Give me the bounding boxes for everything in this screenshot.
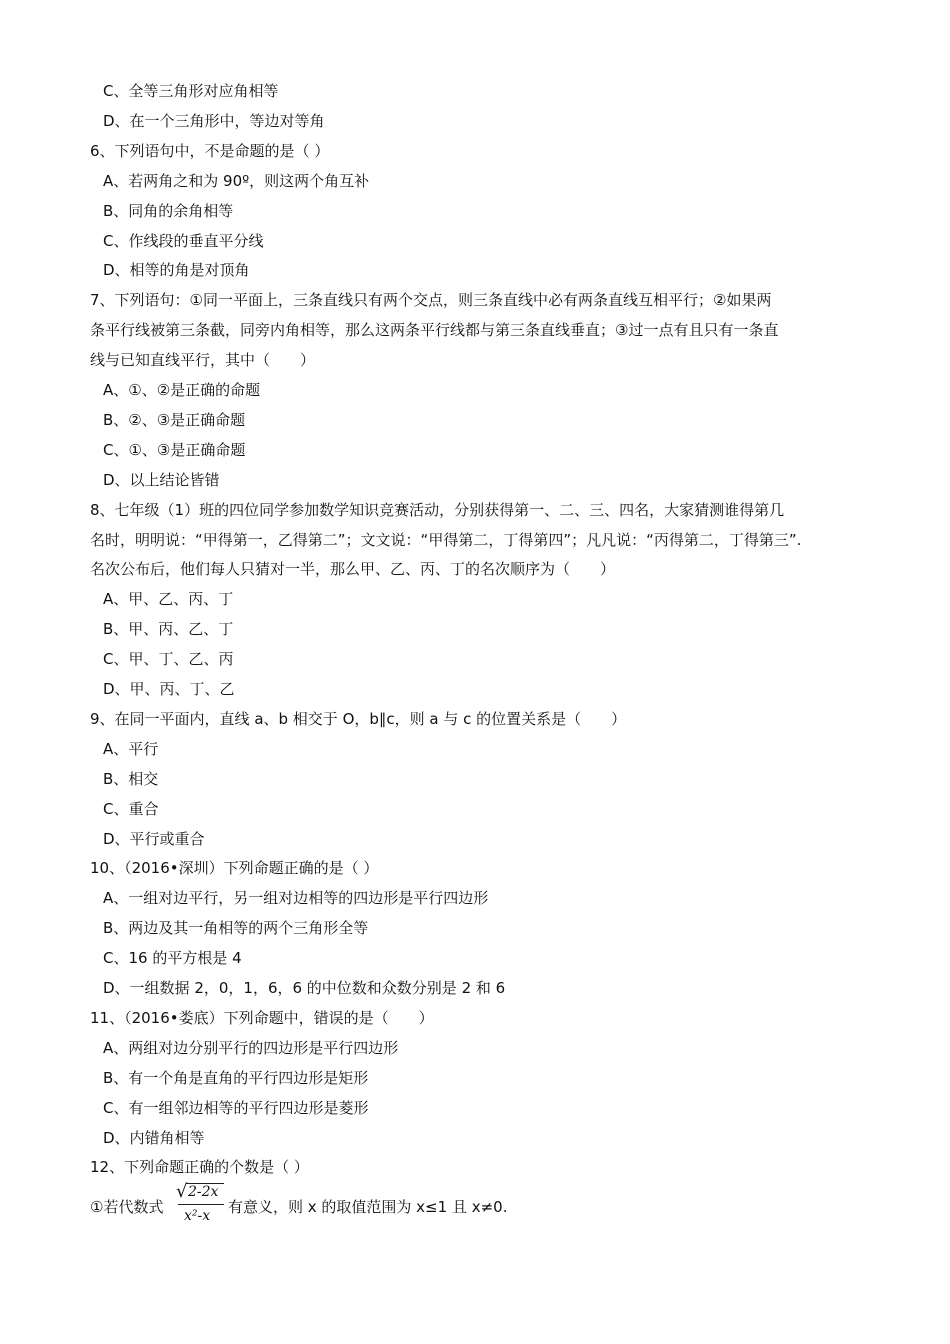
answer-option: A、两组对边分别平行的四边形是平行四边形 [103,1039,399,1057]
answer-option: D、以上结论皆错 [103,471,220,489]
answer-option: A、若两角之和为 90º，则这两个角互补 [103,172,370,190]
answer-option: D、在一个三角形中，等边对等角 [103,112,325,130]
answer-option: D、内错角相等 [103,1129,205,1147]
answer-option: B、有一个角是直角的平行四边形是矩形 [103,1069,369,1087]
question-text: 7、下列语句：①同一平面上，三条直线只有两个交点，则三条直线中必有两条直线互相平行；②如果两 [90,291,772,309]
answer-option: C、16 的平方根是 4 [103,949,242,967]
question-text: 10、（2016•深圳）下列命题正确的是（ ） [90,859,379,877]
last-line-prefix: ①若代数式 [90,1198,164,1216]
fraction-expression [176,1180,224,1228]
answer-option: C、甲、丁、乙、丙 [103,650,234,668]
question-text-continued: 名时，明明说：“甲得第一，乙得第二”；文文说：“甲得第二，丁得第四”；凡凡说：“丙得第二，丁得第三”. [90,531,802,549]
question-text-continued: 名次公布后，他们每人只猜对一半，那么甲、乙、丙、丁的名次顺序为（ ） [90,560,616,578]
answer-option: A、平行 [103,740,159,758]
question-text-continued: 线与已知直线平行，其中（ ） [90,351,316,369]
fraction-bar [178,1204,224,1205]
last-line-suffix: 有意义，则 x 的取值范围为 x≤1 且 x≠0. [228,1198,508,1216]
answer-option: A、一组对边平行，另一组对边相等的四边形是平行四边形 [103,889,489,907]
answer-option: C、重合 [103,800,159,818]
answer-option: D、平行或重合 [103,830,205,848]
answer-option: B、②、③是正确命题 [103,411,246,429]
answer-option: A、甲、乙、丙、丁 [103,590,234,608]
answer-option: B、相交 [103,770,159,788]
question-text: 8、七年级（1）班的四位同学参加数学知识竞赛活动，分别获得第一、二、三、四名，大家猜测谁得第几 [90,501,785,519]
answer-option: B、同角的余角相等 [103,202,234,220]
answer-option: C、①、③是正确命题 [103,441,246,459]
answer-option: B、两边及其一角相等的两个三角形全等 [103,919,369,937]
answer-option: C、有一组邻边相等的平行四边形是菱形 [103,1099,369,1117]
answer-option: D、相等的角是对顶角 [103,261,250,279]
answer-option: C、全等三角形对应角相等 [103,82,279,100]
question-text: 9、在同一平面内，直线 a、b 相交于 O，b∥c，则 a 与 c 的位置关系是（ ） [90,710,627,728]
radical-sign: √ [176,1181,188,1202]
answer-option: A、①、②是正确的命题 [103,381,261,399]
answer-option: B、甲、丙、乙、丁 [103,620,234,638]
question-text: 6、下列语句中，不是命题的是（ ） [90,142,330,160]
answer-option: C、作线段的垂直平分线 [103,232,264,250]
answer-option: D、一组数据 2，0，1，6，6 的中位数和众数分别是 2 和 6 [103,979,506,997]
fraction-numerator: 2-2x [188,1184,219,1200]
question-text: 12、下列命题正确的个数是（ ） [90,1158,309,1176]
question-text: 11、（2016•娄底）下列命题中，错误的是（ ） [90,1009,434,1027]
question-text-continued: 条平行线被第三条截，同旁内角相等，那么这两条平行线都与第三条直线垂直；③过一点有且只有一条直 [90,321,779,339]
fraction-denominator: x²-x [184,1208,211,1224]
answer-option: D、甲、丙、丁、乙 [103,680,235,698]
